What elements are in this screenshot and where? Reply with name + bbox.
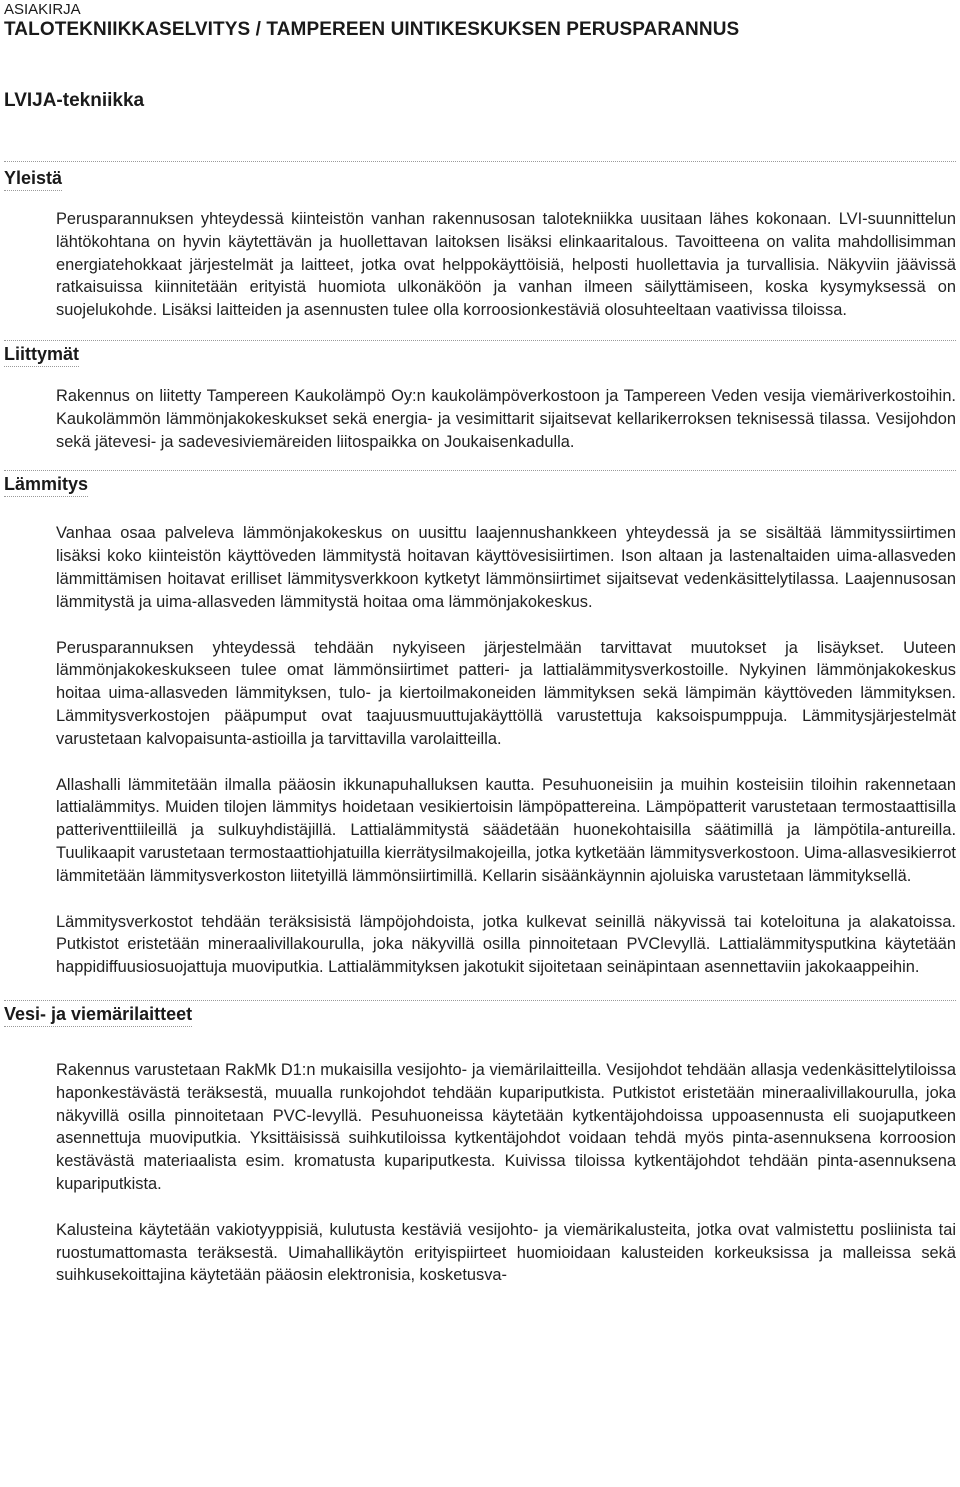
section-heading: Yleistä xyxy=(4,167,62,191)
section-liittymat xyxy=(4,340,956,453)
paragraph: Rakennus varustetaan RakMk D1:n mukaisilla vesijohto- ja viemärilaitteilla. Vesijohdot tehdään allasja vedenkäsittelytiloissa haponkestävästä teräksestä, muualla runkojohdot tehdään kupariputkista. Putkistot eristetään mineraalivillakourulla, joka näkyvillä osilla pinnoitetaan PVC-levyllä. Pesuhuoneissa käytetään kytkentäjohdoissa uppoasennusta eli suojaputkeen asennettuja muoviputkia. Yksittäisissä suihkutiloissa kytkentäjohdot voidaan tehdä myös pinta-asennuksena korroosion kestävästä materiaalista esim. kromatusta kupariputkesta. Kuivissa tiloissa kytkentäjohdot tehdään pinta-asennuksena kupariputkista. xyxy=(56,1060,956,1193)
paragraph: Perusparannuksen yhteydessä tehdään nykyiseen järjestelmään tarvittavat muutokset ja lisäykset. Uuteen lämmönjakokeskukseen tulee omat lämmönsiirtimet patteri- ja lattialämmitysverkostoille. Nykyinen lämmönjakokeskus hoitaa uima-allasveden lämmityksen, tulo- ja kiertoilmakoneiden lämmityksen sekä lämpimän käyttöveden lämmityksen. Lämmitysverkostojen pääpumput ovat taajuusmuuttujakäyttöllä varustettuja kaksoispumppuja. Lämmitysjärjestelmät varustetaan kalvopaisunta-astioilla ja tarvittavilla varolaitteilla. xyxy=(56,638,956,748)
section-heading: Vesi- ja viemärilaitteet xyxy=(4,1003,192,1027)
section-divider xyxy=(4,161,956,162)
paragraph: Rakennus on liitetty Tampereen Kaukolämpö Oy:n kaukolämpöverkostoon ja Tampereen Veden vesija viemäriverkostoihin. Kaukolämmön lämmönjakokeskukset sekä energia- ja vesimittarit sijaitsevat kellarikerroksen teknisessä tilassa. Vesijohdon sekä jätevesi- ja sadevesiviemäreiden liitospaikka on Joukaisenkadulla. xyxy=(56,386,956,451)
document-type-label: ASIAKIRJA xyxy=(4,1,81,18)
paragraph: Lämmitysverkostot tehdään teräksisistä lämpöjohdoista, jotka kulkevat seinillä näkyvissä tai koteloituna ja alakatoissa. Putkistot eristetään mineraalivillakourulla, joka näkyvillä osilla pinnoitetaan PVClevyllä. Lattialämmitysputkina käytetään happidiffuusiosuojattuja muoviputkia. Lattialämmityksen jakotukit sijoitetaan seinäpintaan asennettaviin jakokaappeihin. xyxy=(56,912,956,977)
section-heading: Liittymät xyxy=(4,343,79,367)
paragraph: Perusparannuksen yhteydessä kiinteistön vanhan rakennusosan talotekniikka uusitaan lähes kokonaan. LVI-suunnittelun lähtökohtana on hyvin käytettävän ja huollettavan laitoksen lisäksi elinkaaritalous. Tavoitteena on valita mahdollisimman energiatehokkaat järjestelmät ja laitteet, jotka ovat helppokäyttöisiä, helposti huollettavia ja turvallisia. Näkyviin jäävissä ratkaisuissa kiinnitetään erityistä huomiota ulkonäköön ja vanhan ilmeen säilyttämiseen, koska kysymyksessä on suojelukohde. Lisäksi laitteiden ja asennusten tulee olla korroosionkestäviä olosuhteeltaan vaativissa tiloissa. xyxy=(56,210,956,320)
section-divider xyxy=(4,470,956,471)
section-yleista xyxy=(4,161,956,322)
document-subtitle: LVIJA-tekniikka xyxy=(4,90,145,111)
paragraph: Allashalli lämmitetään ilmalla pääosin ikkunapuhalluksen kautta. Pesuhuoneisiin ja muihin kosteisiin tiloihin rakennetaan lattialämmitys. Muiden tilojen lämmitys hoidetaan vesikiertoisin lämpöpattereina. Lämpöpatterit varustetaan termostaattisilla patteriventtiileillä ja sulkuyhdistäjillä. Lattialämmitystä säädetään huonekohtaisilla säätimillä ja lämpötila-antureilla. Tuulikaapit varustetaan termostaattiohjatuilla kierrätysilmakojeilla, jotka kytketään lämmitysverkostoon. Uima-allasvesikierrot lämmitetään lämmitysverkoston liitetyillä lämmönsiirtimillä. Kellarin sisäänkäynnin ajoluiska varustetaan lämmityksellä. xyxy=(56,775,956,885)
document-title: TALOTEKNIIKKASELVITYS / TAMPEREEN UINTIKESKUKSEN PERUSPARANNUS xyxy=(4,19,740,40)
section-heading: Lämmitys xyxy=(4,473,88,497)
paragraph: Kalusteina käytetään vakiotyyppisiä, kulutusta kestäviä vesijohto- ja viemärikalusteita, jotka ovat valmistettu posliinista tai ruostumattomasta teräksestä. Uimahallikäytön erityispiirteet huomioidaan kalusteiden korkeuksissa ja malleissa sekä suihkusekoittajina käytetään pääosin elektronisia, kosketusva- xyxy=(56,1220,956,1285)
section-divider xyxy=(4,340,956,341)
section-divider xyxy=(4,1000,956,1001)
section-lammitys xyxy=(4,470,956,979)
section-vesi-ja-viemarilaitteet xyxy=(4,1000,956,1287)
paragraph: Vanhaa osaa palveleva lämmönjakokeskus on uusittu laajennushankkeen yhteydessä ja se sisältää lämmityssiirtimen lisäksi koko kiinteistön käyttöveden lämmitystä hoitavan käyttövesisiirtimen. Ison altaan ja lastenaltaiden uima-allasveden lämmittämisen hoitavat erilliset lämmitysverkkoon kytketyt lämmönsiirtimet sijaitsevat vedenkäsittelytilassa. Laajennusosan lämmitystä ja uima-allasveden lämmitystä hoitaa oma lämmönjakokeskus. xyxy=(56,524,956,611)
